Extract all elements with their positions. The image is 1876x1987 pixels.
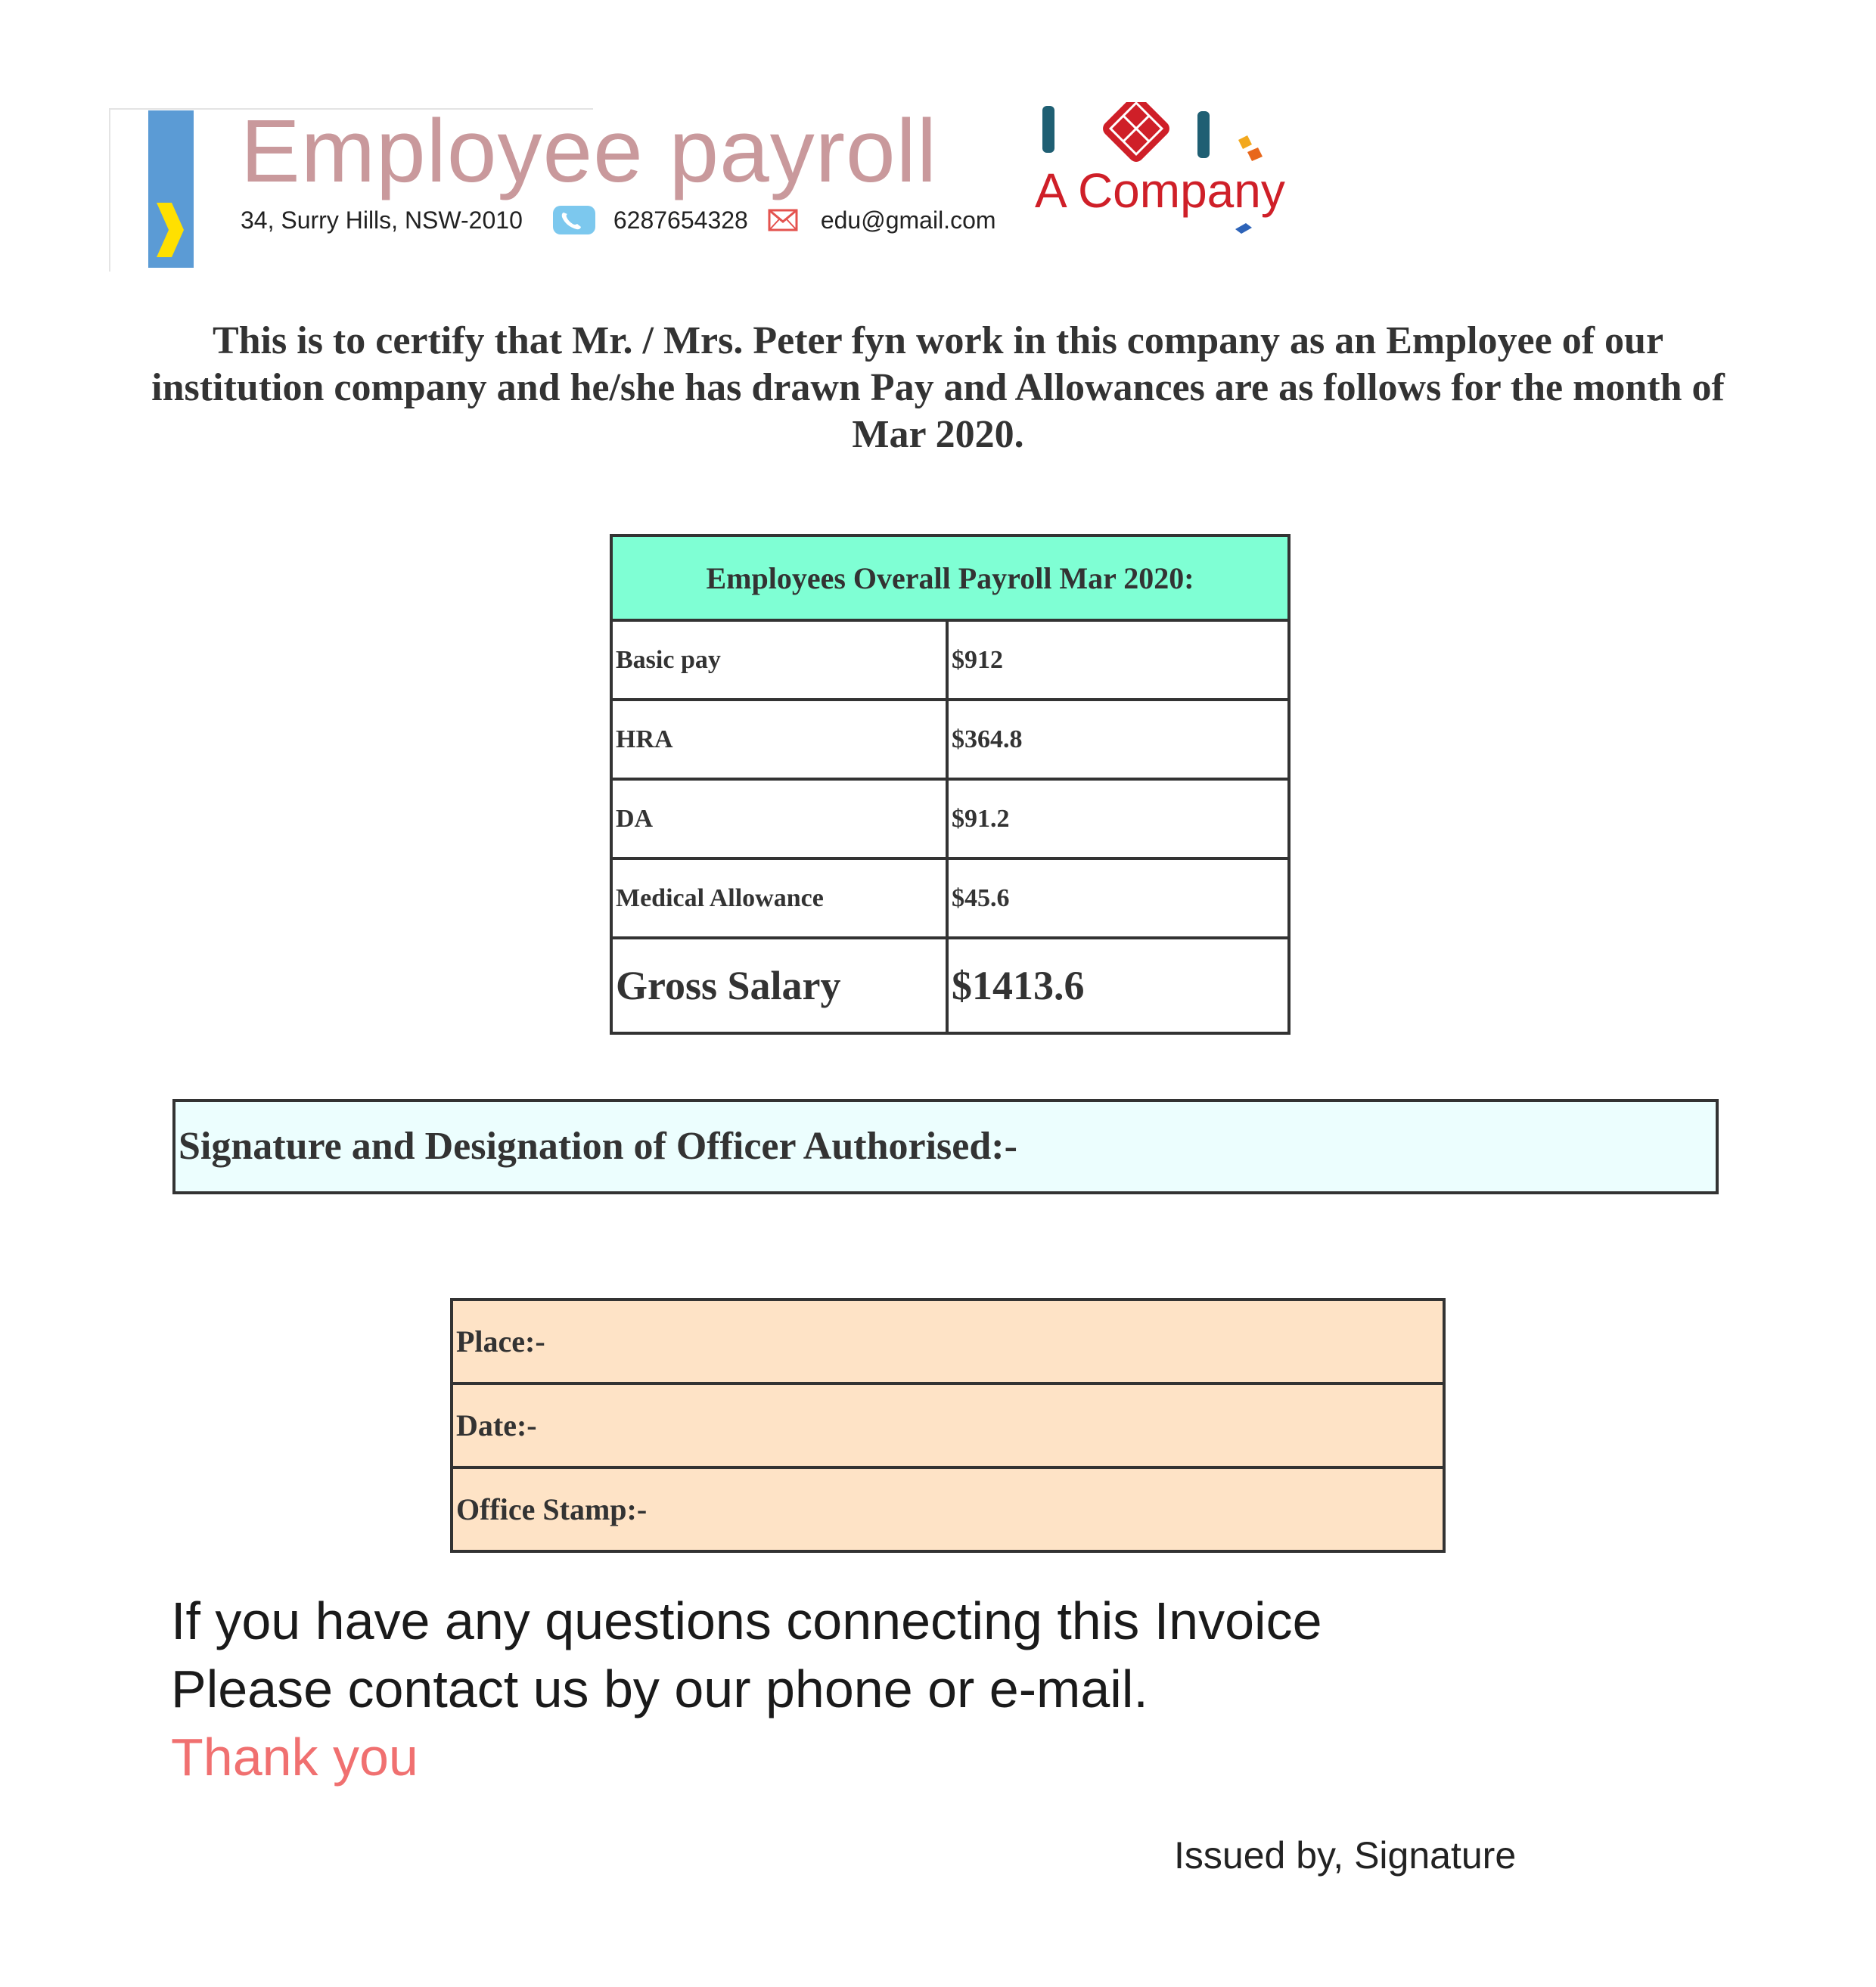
table-row <box>452 1467 1444 1551</box>
header-left-border <box>109 108 110 272</box>
payroll-table <box>610 534 1291 1035</box>
payroll-table-header: Employees Overall Payroll Mar 2020: <box>611 536 1289 620</box>
footer-thank-you: Thank you <box>171 1728 418 1787</box>
issued-by-signature: Issued by, Signature <box>1174 1834 1517 1877</box>
footer-line-2: Please contact us by our phone or e-mail. <box>171 1659 1148 1718</box>
phone-icon <box>553 206 595 234</box>
payroll-label-basic-pay: Basic pay <box>611 620 947 700</box>
table-row <box>452 1383 1444 1467</box>
footer-note <box>171 1587 1322 1791</box>
signature-designation-label: Signature and Designation of Officer Authorised:- <box>179 1125 1017 1168</box>
gross-salary-label: Gross Salary <box>611 938 947 1033</box>
date-field: Date:- <box>452 1383 1444 1467</box>
payroll-value-basic-pay: $912 <box>947 620 1289 700</box>
header-address: 34, Surry Hills, NSW-2010 <box>241 206 523 234</box>
table-row <box>452 1299 1444 1383</box>
gross-salary-value: $1413.6 <box>947 938 1289 1033</box>
table-row <box>611 779 1289 858</box>
footer-line-1: If you have any questions connecting this Invoice <box>171 1591 1322 1650</box>
mail-icon <box>768 209 798 231</box>
header-phone: 6287654328 <box>613 206 748 234</box>
place-field: Place:- <box>452 1299 1444 1383</box>
header-title: Employee payroll <box>241 101 938 201</box>
payroll-label-da: DA <box>611 779 947 858</box>
table-row <box>611 858 1289 938</box>
payroll-label-medical-allowance: Medical Allowance <box>611 858 947 938</box>
signature-designation-box <box>172 1099 1719 1194</box>
payroll-value-hra: $364.8 <box>947 700 1289 779</box>
table-row <box>611 620 1289 700</box>
table-row-total <box>611 938 1289 1033</box>
office-stamp-field: Office Stamp:- <box>452 1467 1444 1551</box>
company-logo-text: A Company <box>1035 163 1285 218</box>
table-row <box>611 700 1289 779</box>
place-date-stamp-table <box>450 1298 1446 1553</box>
certificate-text: This is to certify that Mr. / Mrs. Peter fyn work in this company as an Employee of our institution company and he/she has drawn Pay and Allowances are as follows for the month of Mar 2020. <box>151 319 1725 456</box>
header-email: edu@gmail.com <box>820 206 996 234</box>
payroll-table-header-row <box>611 536 1289 620</box>
payroll-value-da: $91.2 <box>947 779 1289 858</box>
chevron-right-icon <box>155 203 185 257</box>
header-contact <box>241 203 996 238</box>
payroll-value-medical-allowance: $45.6 <box>947 858 1289 938</box>
payroll-label-hra: HRA <box>611 700 947 779</box>
